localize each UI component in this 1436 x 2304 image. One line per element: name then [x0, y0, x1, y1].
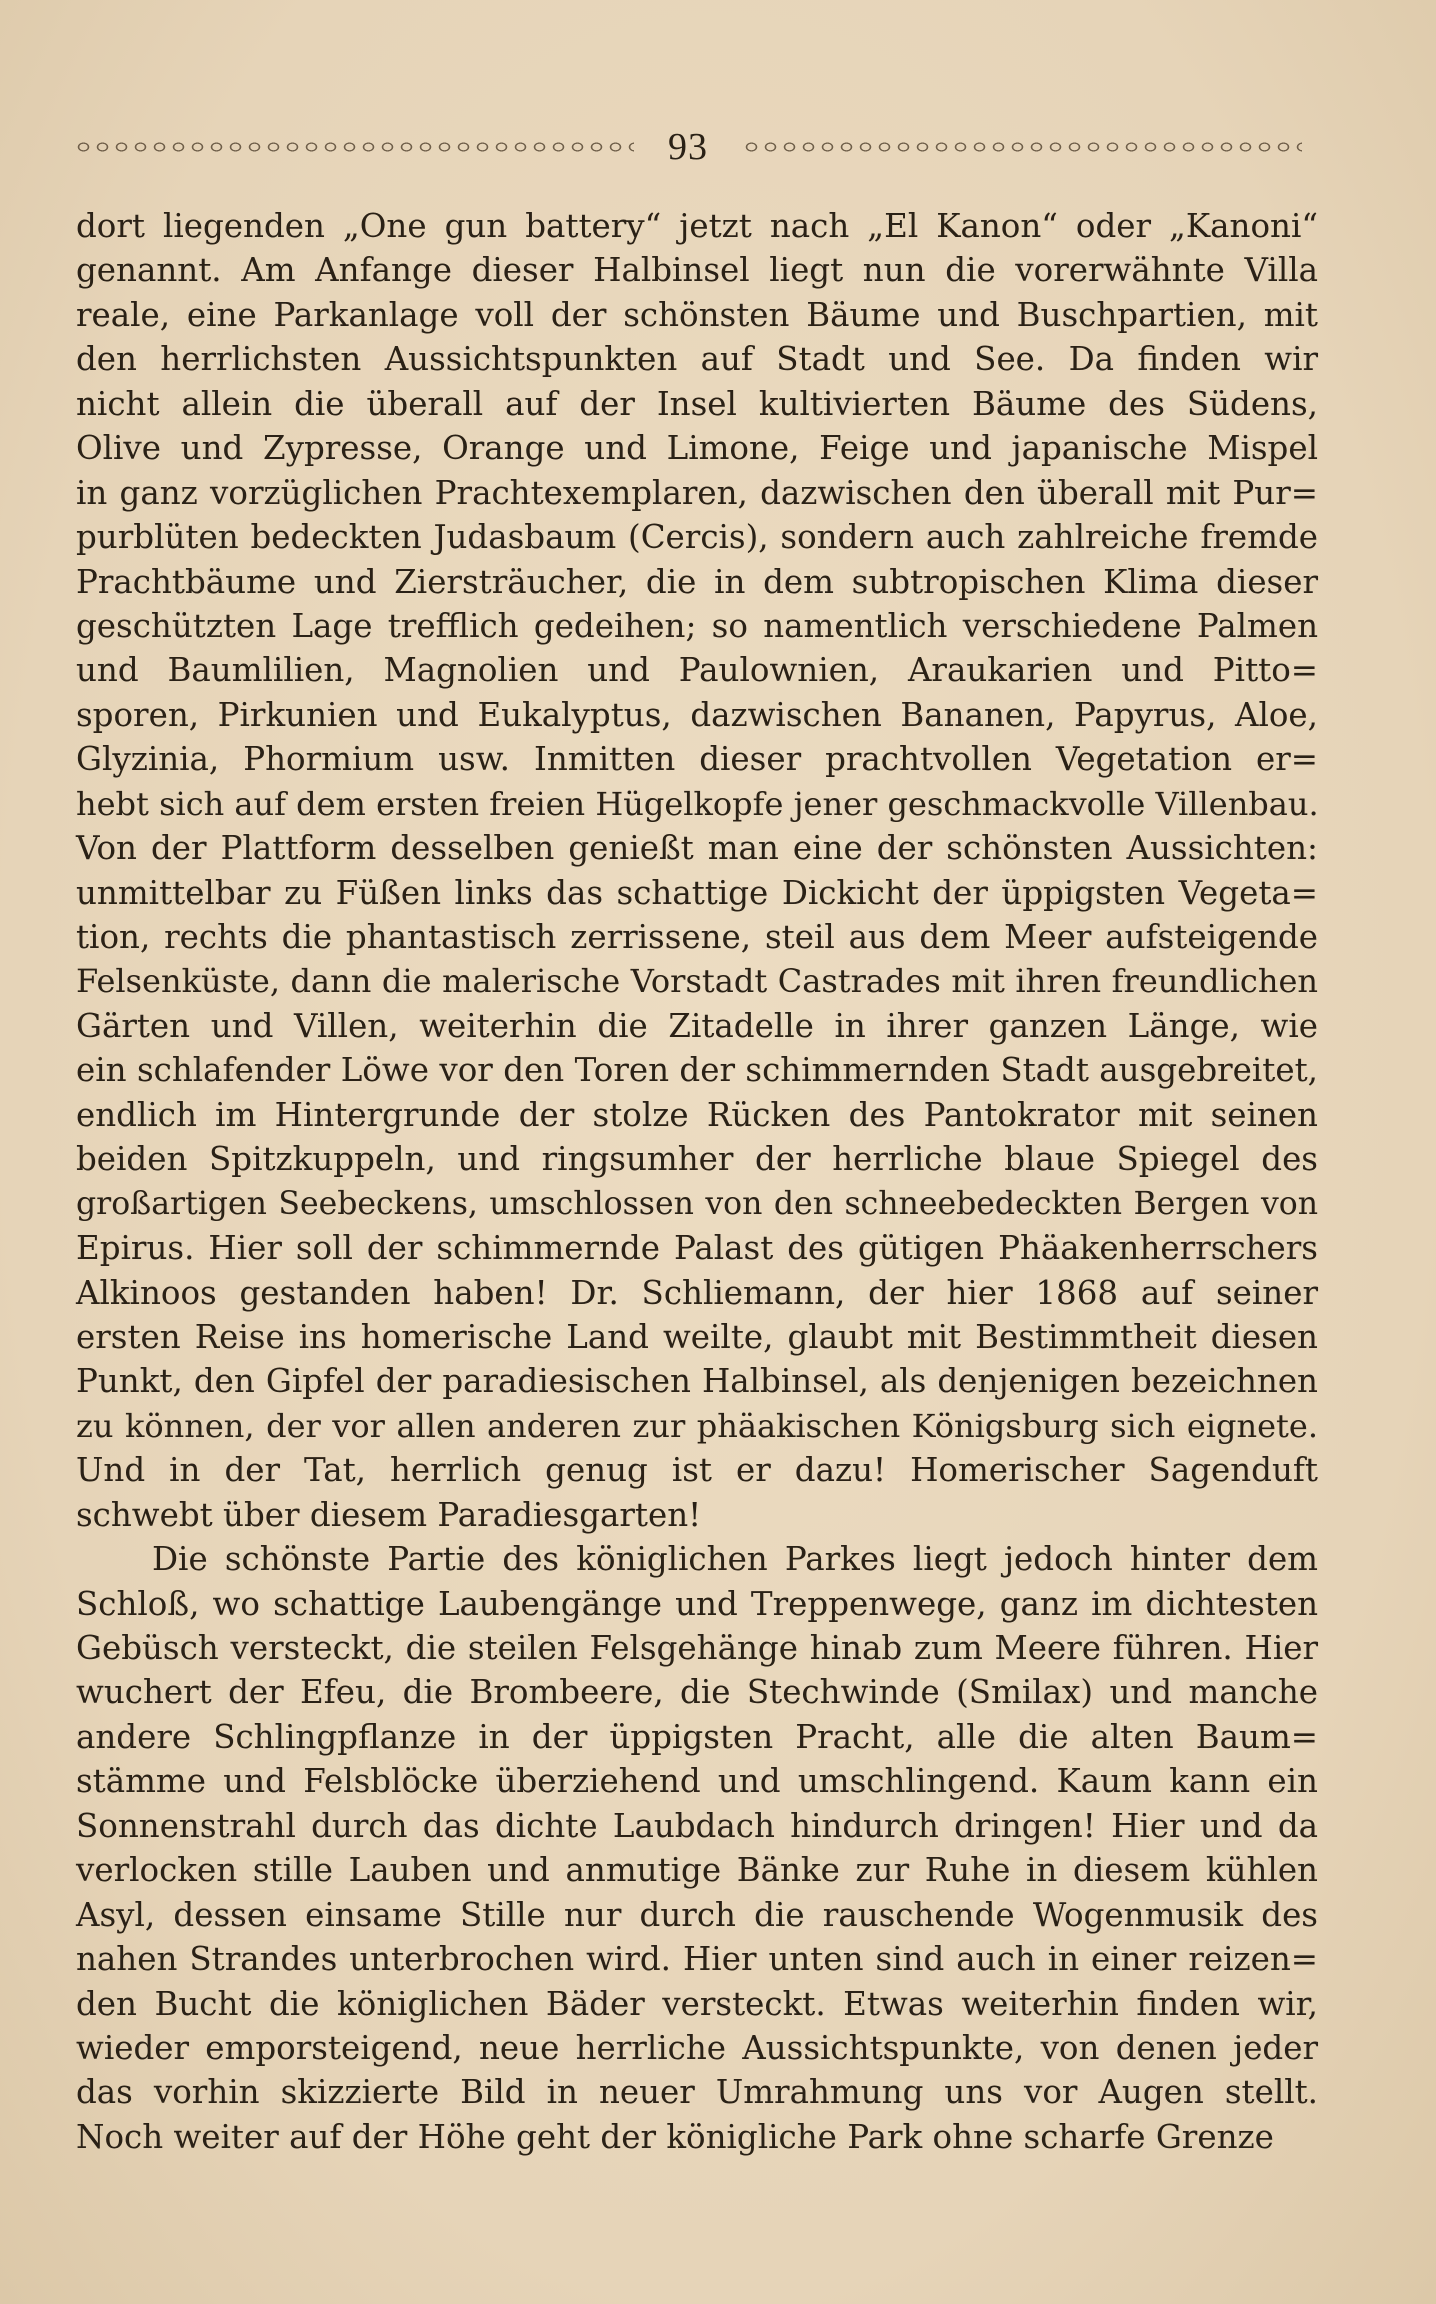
text-line: das vorhin skizzierte Bild in neuer Umrahmung uns vor Augen stellt.: [76, 2073, 1318, 2112]
text-line: Epirus. Hier soll der schimmernde Palast des gütigen Phäakenherrschers: [76, 1229, 1318, 1268]
text-line: Von der Plattform desselben genießt man eine der schönsten Aussichten:: [76, 829, 1318, 868]
text-line: Prachtbäume und Ziersträucher, die in dem subtropischen Klima dieser: [76, 562, 1318, 601]
text-line: Die schönste Partie des königlichen Parkes liegt jedoch hinter dem: [152, 1540, 1318, 1579]
text-line: Asyl, dessen einsame Stille nur durch die rauschende Wogenmusik des: [76, 1895, 1318, 1934]
page-header: [74, 122, 1302, 172]
text-line: nicht allein die überall auf der Insel kultivierten Bäume des Südens,: [76, 384, 1318, 423]
text-line: unmittelbar zu Füßen links das schattige Dickicht der üppigsten Vegeta=: [76, 873, 1318, 912]
text-line: Noch weiter auf der Höhe geht der königliche Park ohne scharfe Grenze: [76, 2117, 1274, 2156]
text-line: beiden Spitzkuppeln, und ringsumher der herrliche blaue Spiegel des: [76, 1140, 1318, 1179]
page-number: 93: [668, 126, 708, 168]
text-line: wuchert der Efeu, die Brombeere, die Stechwinde (Smilax) und manche: [76, 1673, 1318, 1712]
text-line: Punkt, den Gipfel der paradiesischen Halbinsel, als denjenigen bezeichnen: [76, 1362, 1318, 1401]
text-line: den Bucht die königlichen Bäder versteckt. Etwas weiterhin finden wir,: [76, 1984, 1318, 2023]
text-line: Olive und Zypresse, Orange und Limone, Feige und japanische Mispel: [76, 429, 1318, 468]
text-line: endlich im Hintergrunde der stolze Rücken des Pantokrator mit seinen: [76, 1095, 1318, 1134]
left-ornament-border: [74, 136, 634, 158]
text-line: und Baumlilien, Magnolien und Paulownien, Araukarien und Pitto=: [76, 651, 1318, 690]
text-line: Schloß, wo schattige Laubengänge und Treppenwege, ganz im dichtesten: [76, 1584, 1318, 1623]
text-line: ein schlafender Löwe vor den Toren der schimmernden Stadt ausgebreitet,: [76, 1051, 1318, 1090]
text-line: Felsenküste, dann die malerische Vorstadt Castrades mit ihren freundlichen: [76, 962, 1318, 1001]
text-line: Und in der Tat, herrlich genug ist er dazu! Homerischer Sagenduft: [76, 1451, 1318, 1490]
text-line: nahen Strandes unterbrochen wird. Hier unten sind auch in einer reizen=: [76, 1940, 1318, 1979]
text-line: Glyzinia, Phormium usw. Inmitten dieser prachtvollen Vegetation er=: [76, 740, 1318, 779]
text-line: reale, eine Parkanlage voll der schönsten Bäume und Buschpartien, mit: [76, 295, 1318, 334]
text-line: sporen, Pirkunien und Eukalyptus, dazwischen Bananen, Papyrus, Aloe,: [76, 695, 1318, 734]
text-line: den herrlichsten Aussichtspunkten auf Stadt und See. Da finden wir: [76, 340, 1318, 379]
text-line: Gebüsch versteckt, die steilen Felsgehänge hinab zum Meere führen. Hier: [76, 1629, 1318, 1667]
text-line: tion, rechts die phantastisch zerrissene, steil aus dem Meer aufsteigende: [76, 918, 1318, 956]
body-text: [76, 204, 1318, 2159]
text-line: hebt sich auf dem ersten freien Hügelkopfe jener geschmackvolle Villenbau.: [76, 784, 1319, 823]
text-line: wieder emporsteigend, neue herrliche Aussichtspunkte, von denen jeder: [76, 2028, 1318, 2067]
text-line: Gärten und Villen, weiterhin die Zitadelle in ihrer ganzen Länge, wie: [76, 1006, 1318, 1045]
right-ornament-border: [742, 136, 1302, 158]
text-line: stämme und Felsblöcke überziehend und umschlingend. Kaum kann ein: [76, 1762, 1318, 1801]
text-line: großartigen Seebeckens, umschlossen von den schneebedeckten Bergen von: [76, 1185, 1318, 1222]
text-line: in ganz vorzüglichen Prachtexemplaren, dazwischen den überall mit Pur=: [76, 473, 1318, 512]
text-line: Sonnenstrahl durch das dichte Laubdach hindurch dringen! Hier und da: [76, 1806, 1318, 1845]
text-line: Alkinoos gestanden haben! Dr. Schliemann, der hier 1868 auf seiner: [76, 1273, 1318, 1312]
text-line: genannt. Am Anfange dieser Halbinsel liegt nun die vorerwähnte Villa: [76, 251, 1318, 290]
text-line: ersten Reise ins homerische Land weilte, glaubt mit Bestimmtheit diesen: [76, 1317, 1318, 1356]
text-line: verlocken stille Lauben und anmutige Bänke zur Ruhe in diesem kühlen: [76, 1851, 1318, 1890]
text-line: purblüten bedeckten Judasbaum (Cercis), sondern auch zahlreiche fremde: [76, 518, 1318, 557]
text-line: dort liegenden „One gun battery“ jetzt nach „El Kanon“ oder „Kanoni“: [76, 207, 1318, 245]
text-line: schwebt über diesem Paradiesgarten!: [76, 1495, 702, 1534]
text-line: zu können, der vor allen anderen zur phäakischen Königsburg sich eignete.: [76, 1406, 1318, 1445]
text-line: andere Schlingpflanze in der üppigsten Pracht, alle die alten Baum=: [76, 1717, 1318, 1756]
text-line: geschützten Lage trefflich gedeihen; so namentlich verschiedene Palmen: [76, 606, 1318, 645]
